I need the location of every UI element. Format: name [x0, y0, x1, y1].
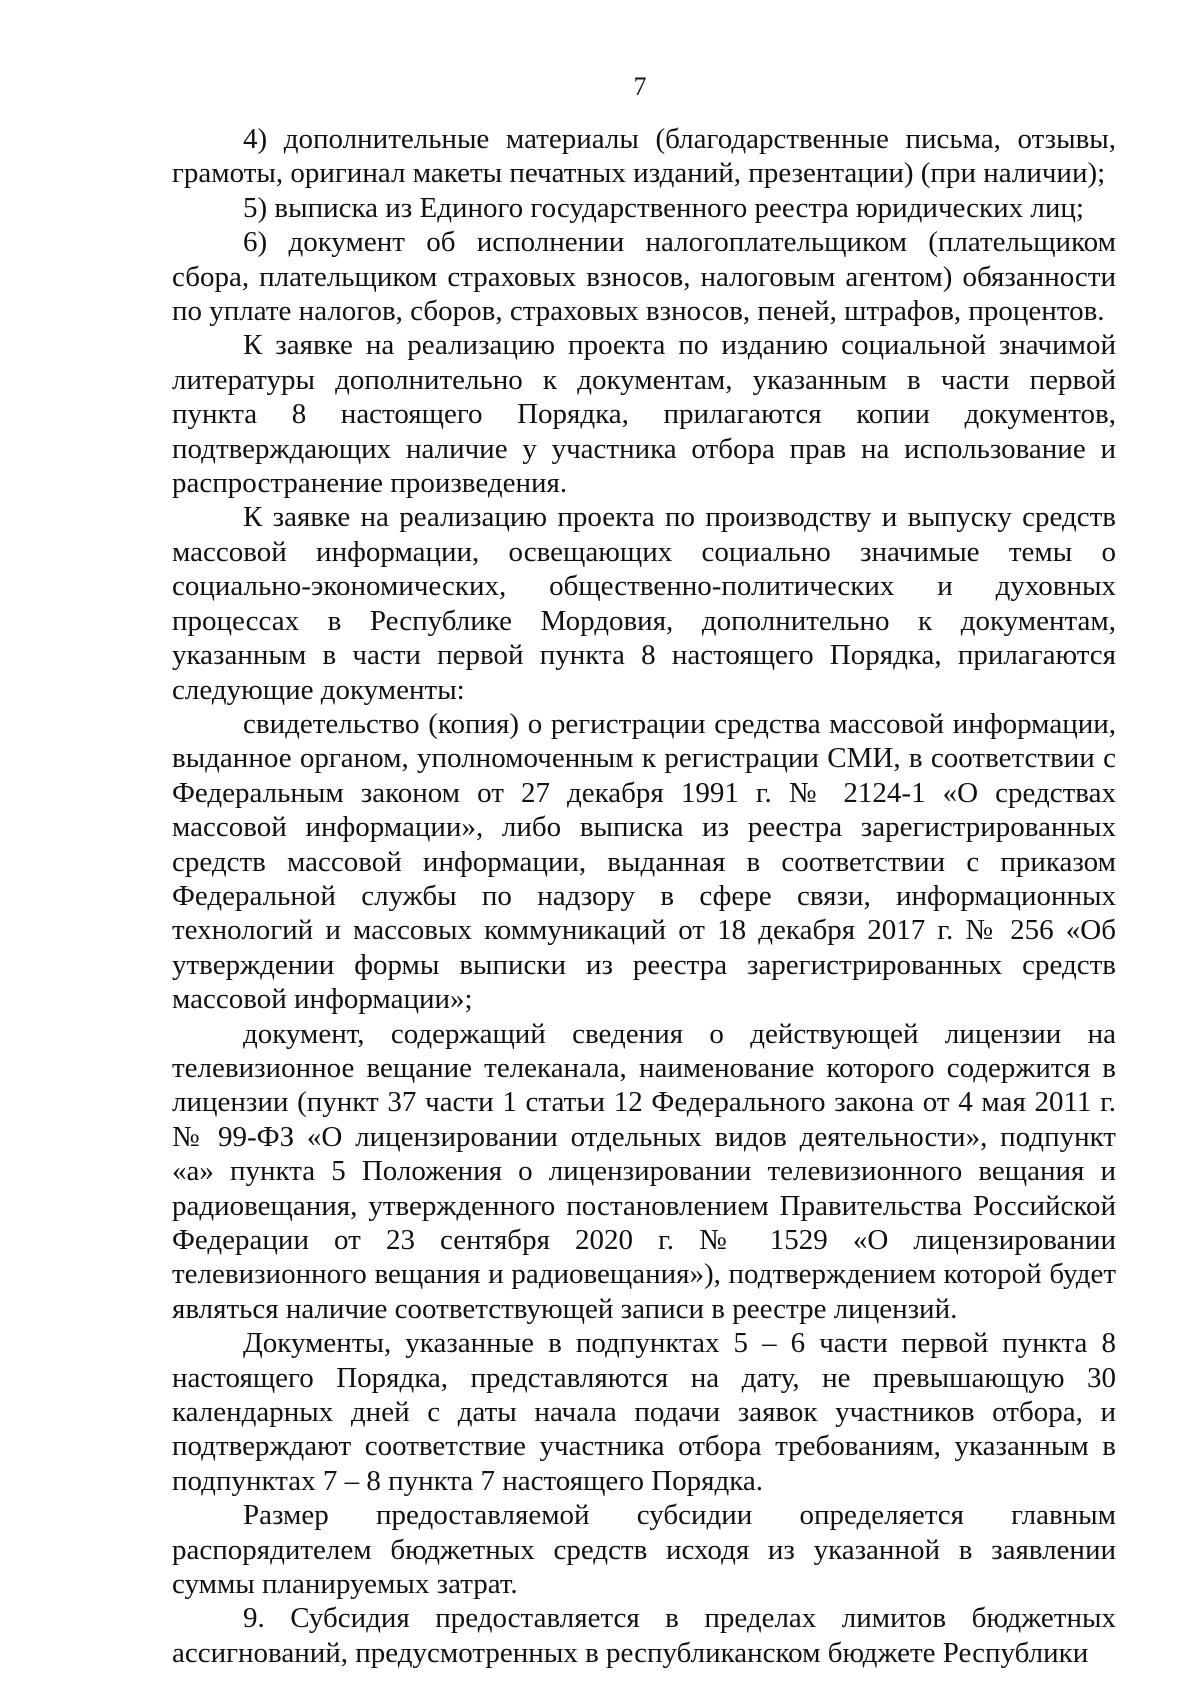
paragraph-item-9: 9. Субсидия предоставляется в пределах лимитов бюджетных ассигнований, предусмотренных в республиканском бюджете Республики [172, 1602, 1116, 1669]
paragraph-item-6: 6) документ об исполнении налогоплательщиком (плательщиком сбора, плательщиком страховых взносов, налоговым агентом) обязанности по уплате налогов, сборов, страховых взносов, пеней, штрафов, процентов. [172, 226, 1116, 328]
paragraph-subsidy-size: Размер предоставляемой субсидии определяется главным распорядителем бюджетных средств исходя из указанной в заявлении суммы планируемых затрат. [172, 1499, 1116, 1601]
document-body [172, 122, 1116, 1670]
paragraph-item-5: 5) выписка из Единого государственного реестра юридических лиц; [243, 191, 1084, 224]
page-number: 7 [633, 72, 647, 101]
paragraph-media-docs: К заявке на реализацию проекта по производству и выпуску средств массовой информации, освещающих социально значимые темы о социально-экономических, общественно-политических и духовных процессах в Республике Мордовия, дополнительно к документам, указанным в части первой пункта 8 настоящего Порядка, прилагаются следующие документы: [172, 501, 1116, 706]
paragraph-media-certificate: свидетельство (копия) о регистрации средства массовой информации, выданное органом, уполномоченным к регистрации СМИ, в соответствии с Федеральным законом от 27 декабря 1991 г. № 2124-1 «О средствах массовой информации», либо выписка из реестра зарегистрированных средств массовой информации, выданная в соответствии с приказом Федеральной службы по надзору в сфере связи, информационных технологий и массовых коммуникаций от 18 декабря 2017 г. № 256 «Об утверждении формы выписки из реестра зарегистрированных средств массовой информации»; [172, 707, 1116, 1016]
paragraph-tv-license: документ, содержащий сведения о действующей лицензии на телевизионное вещание телеканала, наименование которого содержится в лицензии (пункт 37 части 1 статьи 12 Федерального закона от 4 мая 2011 г. № 99-ФЗ «О лицензировании отдельных видов деятельности», подпункт «а» пункта 5 Положения о лицензировании телевизионного вещания и радиовещания, утвержденного постановлением Правительства Российской Федерации от 23 сентября 2020 г. № 1529 «О лицензировании телевизионного вещания и радиовещания»), подтверждением которой будет являться наличие соответствующей записи в реестре лицензий. [172, 1017, 1116, 1325]
paragraph-literature-docs: К заявке на реализацию проекта по изданию социальной значимой литературы дополнительно к документам, указанным в части первой пункта 8 настоящего Порядка, прилагаются копии документов, подтверждающих наличие у участника отбора прав на использование и распространение произведения. [172, 329, 1116, 500]
paragraph-documents-date: Документы, указанные в подпунктах 5 – 6 части первой пункта 8 настоящего Порядка, представляются на дату, не превышающую 30 календарных дней с даты начала подачи заявок участников отбора, и подтверждают соответствие участника отбора требованиям, указанным в подпунктах 7 – 8 пункта 7 настоящего Порядка. [172, 1327, 1116, 1497]
paragraph-item-4: 4) дополнительные материалы (благодарственные письма, отзывы, грамоты, оригинал макеты печатных изданий, презентации) (при наличии); [172, 123, 1116, 190]
